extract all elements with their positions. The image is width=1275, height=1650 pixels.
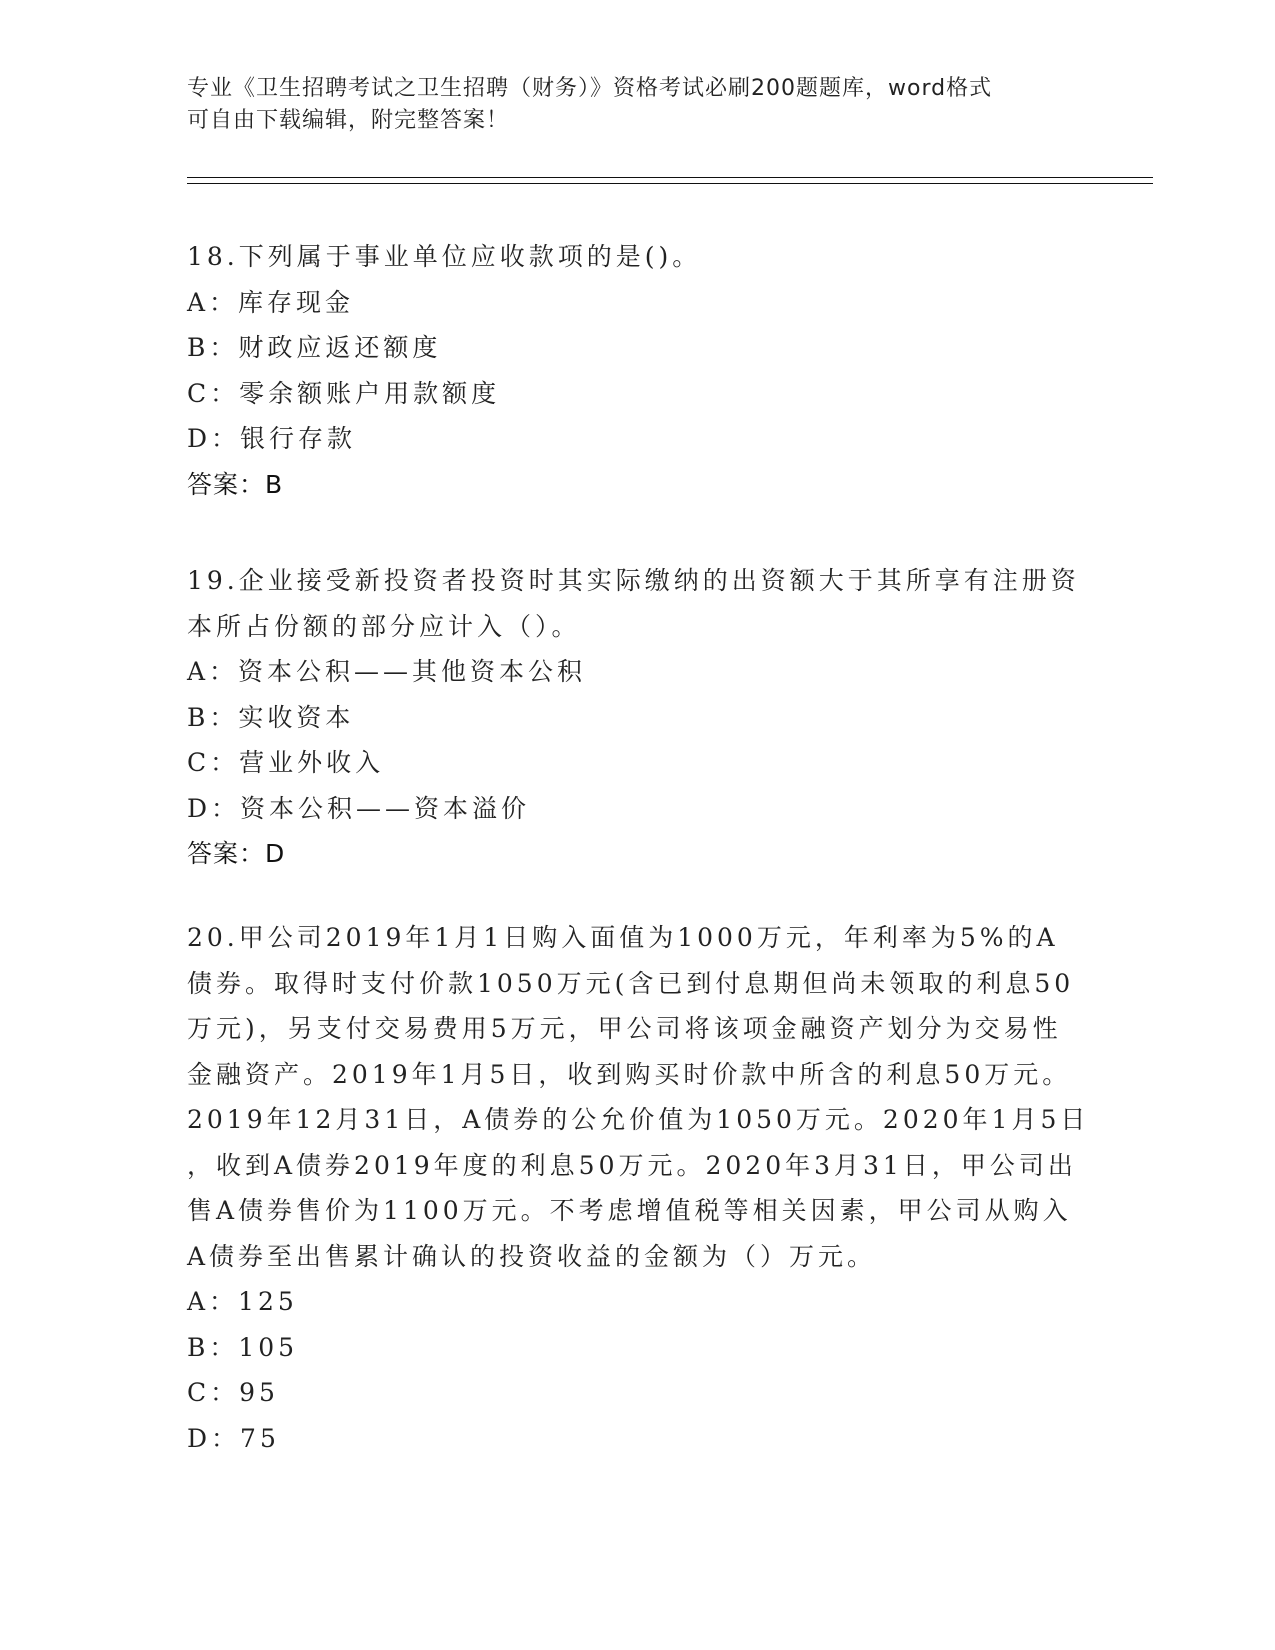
header-line: 可自由下载编辑，附完整答案！ (187, 108, 510, 133)
document-header (187, 73, 1067, 137)
question-stem: ，收到A债券2019年度的利息50万元。2020年3月31日，甲公司出 (187, 1150, 1077, 1180)
question-stem: A债券至出售累计确认的投资收益的金额为（）万元。 (187, 1241, 877, 1271)
option-c: C：零余额账户用款额度 (187, 378, 501, 408)
question-stem: 本所占份额的部分应计入（）。 (187, 611, 581, 641)
question-18 (187, 234, 1087, 507)
option-c: C：95 (187, 1378, 279, 1407)
option-d: D：资本公积——资本溢价 (187, 793, 531, 823)
question-stem: 债券。取得时支付价款1050万元(含已到付息期但尚未领取的利息50 (187, 968, 1075, 998)
question-stem: 售A债券售价为1100万元。不考虑增值税等相关因素，甲公司从购入 (187, 1196, 1072, 1225)
option-c: C：营业外收入 (187, 748, 385, 777)
option-b: B：105 (187, 1332, 299, 1362)
option-a: A：库存现金 (187, 287, 355, 317)
option-a: A：125 (187, 1287, 298, 1316)
header-divider (187, 177, 1153, 178)
header-line: 专业《卫生招聘考试之卫生招聘（财务）》资格考试必刷200题题库，word格式 (187, 76, 993, 101)
question-20 (187, 915, 1090, 1461)
answer: 答案：D (187, 839, 286, 868)
answer: 答案：B (187, 469, 284, 499)
question-stem: 金融资产。2019年1月5日，收到购买时价款中所含的利息50万元。 (187, 1059, 1072, 1089)
option-b: B：实收资本 (187, 702, 355, 732)
question-stem: 万元)，另支付交易费用5万元，甲公司将该项金融资产划分为交易性 (187, 1014, 1062, 1043)
option-b: B：财政应返还额度 (187, 333, 442, 362)
question-stem: 20.甲公司2019年1月1日购入面值为1000万元，年利率为5%的A (187, 923, 1059, 952)
option-d: D：银行存款 (187, 424, 357, 453)
option-d: D：75 (187, 1423, 280, 1453)
header-divider (187, 183, 1153, 184)
question-stem: 2019年12月31日，A债券的公允价值为1050万元。2020年1月5日 (187, 1105, 1090, 1134)
option-a: A：资本公积——其他资本公积 (187, 657, 587, 686)
question-19 (187, 558, 1087, 877)
question-stem: 18.下列属于事业单位应收款项的是()。 (187, 242, 702, 271)
question-stem: 19.企业接受新投资者投资时其实际缴纳的出资额大于其所享有注册资 (187, 566, 1080, 595)
